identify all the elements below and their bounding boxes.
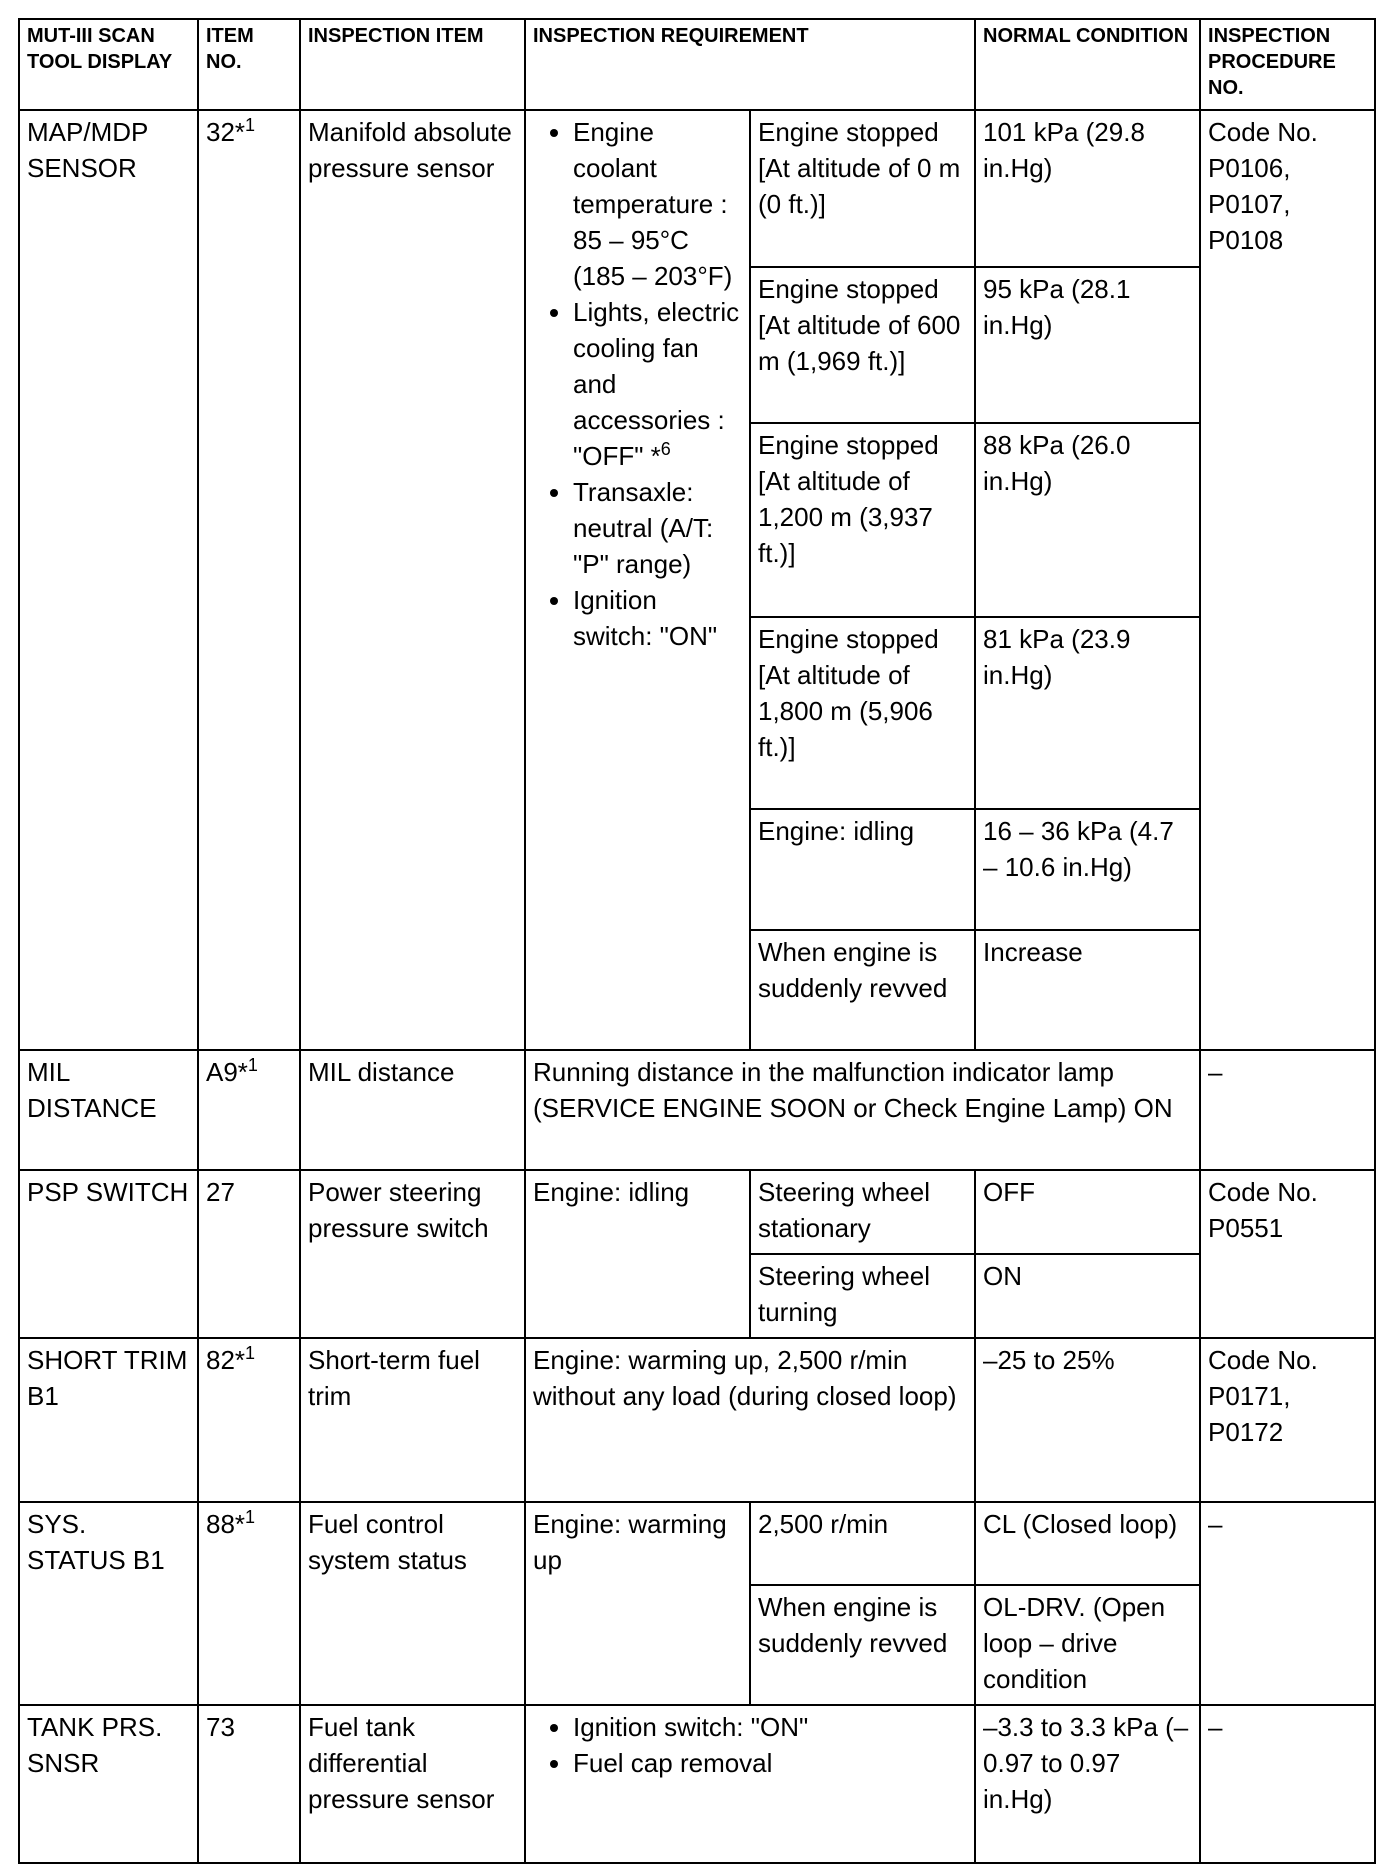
item-short-trim: Short-term fuel trim [300,1338,525,1502]
normal-cell: ON [975,1254,1200,1338]
item-no-text: 88* [206,1509,246,1539]
table-row [19,1050,1375,1170]
normal-cell: Increase [975,930,1200,1050]
display-short-trim: SHORT TRIM B1 [19,1338,198,1502]
document-page [18,18,1374,1864]
item-no-short-trim [198,1338,300,1502]
header-normal-condition: NORMAL CONDITION [975,19,1200,110]
item-psp: Power steering pressure switch [300,1170,525,1338]
state-cell: Engine stopped [At altitude of 1,200 m (3,937 ft.)] [750,423,975,617]
item-no-text: 32* [206,117,246,147]
state-cell: Steering wheel stationary [750,1170,975,1254]
item-no-tank: 73 [198,1705,300,1863]
item-no-text: 82* [206,1345,246,1375]
list-item: • Engine coolant temperature : 85 – 95°C (185 – 203°F) [573,114,742,294]
normal-short-trim: –25 to 25% [975,1338,1200,1502]
condition-list [533,114,742,654]
item-no-map [198,110,300,1050]
item-mil: MIL distance [300,1050,525,1170]
state-cell: Engine stopped [At altitude of 600 m (1,969 ft.)] [750,267,975,423]
display-psp: PSP SWITCH [19,1170,198,1338]
display-map: MAP/MDP SENSOR [19,110,198,1050]
footnote-ref: 6 [660,439,671,459]
procedure-sys-status: – [1200,1502,1375,1705]
list-item: • Fuel cap removal [573,1745,967,1781]
table-row [19,1502,1375,1585]
header-procedure-no: INSPECTION PROCEDURE NO. [1200,19,1375,110]
item-tank: Fuel tank differential pressure sensor [300,1705,525,1863]
normal-cell: 95 kPa (28.1 in.Hg) [975,267,1200,423]
list-item-text: Lights, electric cooling fan and accessories : "OFF" * [573,297,740,471]
state-cell: 2,500 r/min [750,1502,975,1585]
requirement-sys-status: Engine: warming up [525,1502,750,1705]
item-no-text: A9* [206,1057,248,1087]
footnote-ref: 1 [245,115,256,135]
state-cell: Engine stopped [At altitude of 1,800 m (5,906 ft.)] [750,617,975,809]
normal-cell: 16 – 36 kPa (4.7 – 10.6 in.Hg) [975,809,1200,930]
footnote-ref: 1 [245,1343,256,1363]
normal-tank: –3.3 to 3.3 kPa (–0.97 to 0.97 in.Hg) [975,1705,1200,1863]
normal-cell: 101 kPa (29.8 in.Hg) [975,110,1200,267]
inspection-table [18,18,1376,1864]
item-no-sys-status [198,1502,300,1705]
list-item [573,294,742,474]
item-map: Manifold absolute pressure sensor [300,110,525,1050]
list-item: • Ignition switch: "ON" [573,1709,967,1745]
display-tank: TANK PRS. SNSR [19,1705,198,1863]
procedure-psp: Code No. P0551 [1200,1170,1375,1338]
state-cell: Engine stopped [At altitude of 0 m (0 ft.)] [750,110,975,267]
normal-cell: 81 kPa (23.9 in.Hg) [975,617,1200,809]
table-row [19,110,1375,267]
normal-cell: 88 kPa (26.0 in.Hg) [975,423,1200,617]
table-row [19,1170,1375,1254]
requirement-mil: Running distance in the malfunction indicator lamp (SERVICE ENGINE SOON or Check Engine Lamp) ON [525,1050,1200,1170]
item-no-psp: 27 [198,1170,300,1338]
list-item: • Ignition switch: "ON" [573,582,742,654]
state-cell: Engine: idling [750,809,975,930]
requirement-short-trim: Engine: warming up, 2,500 r/min without any load (during closed loop) [525,1338,975,1502]
header-display: MUT-III SCAN TOOL DISPLAY [19,19,198,110]
procedure-tank: – [1200,1705,1375,1863]
requirement-tank [525,1705,975,1863]
requirement-psp: Engine: idling [525,1170,750,1338]
footnote-ref: 1 [245,1507,256,1527]
list-item: • Transaxle: neutral (A/T: "P" range) [573,474,742,582]
table-row [19,1338,1375,1502]
state-cell: Steering wheel turning [750,1254,975,1338]
normal-cell: CL (Closed loop) [975,1502,1200,1585]
header-inspection-item: INSPECTION ITEM [300,19,525,110]
procedure-mil: – [1200,1050,1375,1170]
header-item-no: ITEM NO. [198,19,300,110]
requirement-map [525,110,750,1050]
table-header-row [19,19,1375,110]
normal-cell: OFF [975,1170,1200,1254]
condition-list [533,1709,967,1781]
table-row [19,1705,1375,1863]
header-requirement: INSPECTION REQUIREMENT [525,19,975,110]
normal-cell: OL-DRV. (Open loop – drive condition [975,1585,1200,1705]
procedure-short-trim: Code No. P0171, P0172 [1200,1338,1375,1502]
state-cell: When engine is suddenly revved [750,930,975,1050]
display-sys-status: SYS. STATUS B1 [19,1502,198,1705]
procedure-map: Code No. P0106, P0107, P0108 [1200,110,1375,1050]
item-no-mil [198,1050,300,1170]
display-mil: MIL DISTANCE [19,1050,198,1170]
item-sys-status: Fuel control system status [300,1502,525,1705]
state-cell: When engine is suddenly revved [750,1585,975,1705]
footnote-ref: 1 [247,1055,258,1075]
